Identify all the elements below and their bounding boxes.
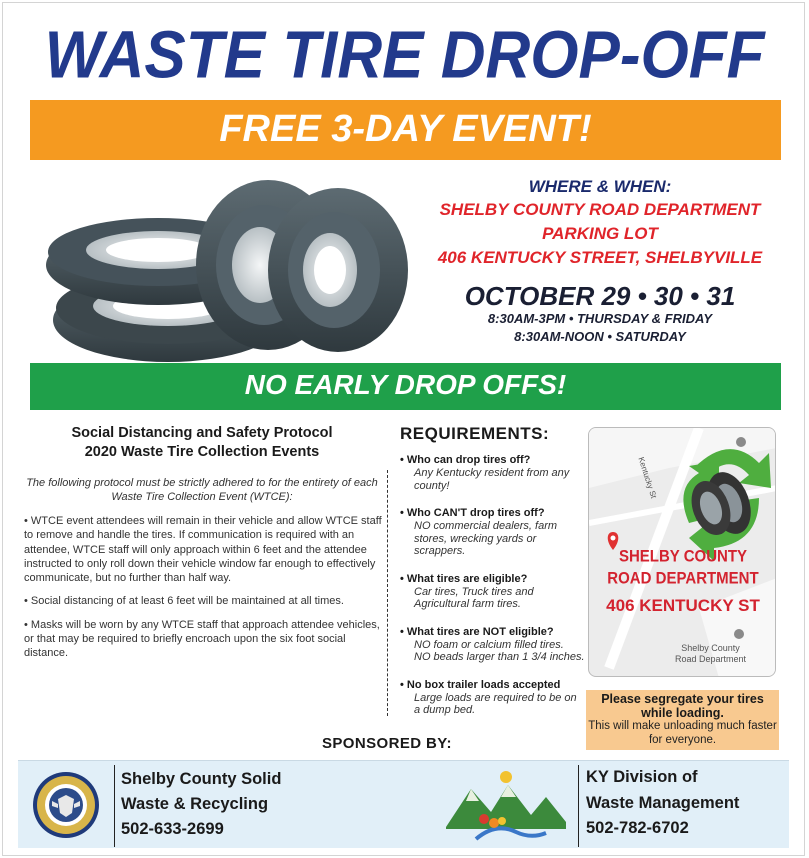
- sponsor-right-line-2: Waste Management: [586, 793, 740, 812]
- list-item: • Masks will be worn by any WTCE staff that approach attendee vehicles, or that may be required to briefly encroach upon the six foot social distance.: [24, 618, 380, 660]
- requirement-answer: Car tires, Truck tires and Agricultural farm tires.: [414, 585, 534, 610]
- map-location-name: [589, 546, 776, 618]
- segregate-note: [586, 690, 779, 750]
- note-bold-text: Please segregate your tires while loading.: [601, 692, 764, 720]
- list-item: [400, 626, 585, 664]
- location-line-2: PARKING LOT: [542, 224, 658, 243]
- requirements-heading: REQUIREMENTS:: [400, 424, 550, 443]
- sponsor-left: [121, 767, 281, 842]
- footer-divider: [114, 765, 115, 847]
- notice-text: NO EARLY DROP OFFS!: [244, 369, 567, 400]
- saturday-hours: 8:30AM-NOON • SATURDAY: [514, 329, 686, 344]
- map-place-line-2: Road Department: [675, 654, 747, 664]
- sponsor-left-phone: 502-633-2699: [121, 820, 224, 838]
- location-map: [588, 427, 776, 677]
- requirement-question: • Who CAN'T drop tires off?: [400, 507, 545, 519]
- safety-protocol: [22, 424, 382, 670]
- where-when-block: [430, 176, 770, 346]
- sponsors-footer: [18, 760, 789, 848]
- column-divider: [387, 470, 388, 716]
- protocol-list: [22, 514, 382, 661]
- requirement-answer: NO beads larger than 1 3/4 inches.: [414, 651, 585, 663]
- sponsored-label: SPONSORED BY:: [322, 735, 452, 752]
- event-dates: OCTOBER 29 • 30 • 31: [464, 281, 736, 311]
- location-line-1: SHELBY COUNTY ROAD DEPARTMENT: [439, 200, 761, 219]
- no-early-dropoff-banner: [30, 363, 781, 410]
- map-place-line-1: Shelby County: [681, 643, 740, 653]
- weekday-hours: 8:30AM-3PM • THURSDAY & FRIDAY: [487, 311, 713, 326]
- sponsor-left-line-1: Shelby County Solid: [121, 770, 282, 788]
- map-name-line-2: ROAD DEPARTMENT: [607, 569, 759, 588]
- protocol-heading-1: Social Distancing and Safety Protocol: [71, 425, 333, 441]
- protocol-intro: The following protocol must be strictly adhered to for the entirety of each Waste Tire Collection Event (WTCE):: [26, 477, 378, 503]
- requirement-answer: NO foam or calcium filled tires.: [414, 638, 564, 651]
- list-item: • WTCE event attendees will remain in their vehicle and allow WTCE staff to remove and handle the tires. If communication is required with an attendee, WTCE staff will only approach within 6 feet and the attendee instructed to only roll down their vehicle window far enough to effectively communicate, but no further than half way.: [24, 515, 382, 585]
- location-line-3: 406 KENTUCKY STREET, SHELBYVILLE: [437, 248, 763, 267]
- county-seal-icon: [32, 771, 100, 839]
- requirement-answer: NO commercial dealers, farm stores, wrecking yards or scrappers.: [414, 520, 558, 557]
- note-text: This will make unloading much faster for everyone.: [588, 720, 777, 746]
- requirement-question: • No box trailer loads accepted: [400, 678, 561, 691]
- map-name-line-1: SHELBY COUNTY: [618, 547, 748, 566]
- list-item: [400, 507, 585, 558]
- sponsor-right-phone: 502-782-6702: [586, 819, 689, 837]
- list-item: [400, 573, 585, 611]
- requirement-answer: Any Kentucky resident from any county!: [414, 467, 570, 492]
- banner-text: FREE 3-DAY EVENT!: [219, 108, 592, 150]
- list-item: • Social distancing of at least 6 feet will be maintained at all times.: [24, 595, 344, 608]
- requirement-question: • Who can drop tires off?: [400, 454, 531, 466]
- requirement-question: • What tires are NOT eligible?: [400, 625, 554, 638]
- list-item: [400, 679, 585, 717]
- requirement-question: • What tires are eligible?: [400, 572, 528, 585]
- tires-illustration: [28, 170, 418, 365]
- sponsor-right-line-1: KY Division of: [586, 768, 698, 786]
- list-item: [400, 454, 585, 492]
- requirements: [400, 424, 585, 717]
- sponsor-left-line-2: Waste & Recycling: [121, 795, 269, 813]
- requirement-answer: Large loads are required to be on a dump bed.: [414, 691, 577, 716]
- protocol-heading-2: 2020 Waste Tire Collection Events: [84, 444, 320, 460]
- free-event-banner: [30, 100, 781, 160]
- mountains-logo-icon: [446, 767, 566, 845]
- map-place-label: [675, 643, 746, 665]
- sponsor-right: [586, 765, 739, 842]
- map-street-label: Kentucky St: [636, 456, 659, 500]
- footer-divider: [578, 765, 579, 847]
- where-when-label: WHERE & WHEN:: [528, 177, 672, 196]
- map-address: 406 KENTUCKY ST: [606, 596, 760, 615]
- page-title: WASTE TIRE DROP-OFF: [44, 18, 765, 93]
